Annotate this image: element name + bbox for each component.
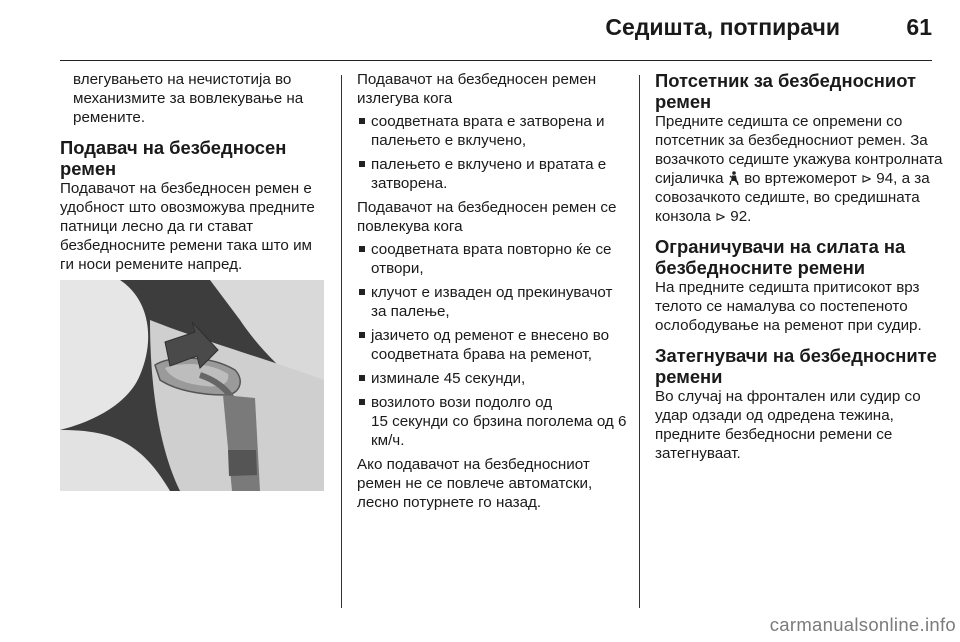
belt-reminder-text-part-2: во вртежомерот [744, 170, 857, 187]
heading-pretensioners: Затегнувачи на безбедносните ремени [655, 345, 937, 387]
list-item: палењето е вклучено и вратата е затворена. [357, 155, 632, 193]
header-divider [60, 60, 932, 61]
belt-reminder-text-part-1: Предните седишта се опремени со потсетник за безбедносниот ремен. За возачкото седиште укажува контролната сијаличка [655, 113, 943, 187]
page-reference-link[interactable]: 92 [730, 208, 748, 225]
seat-belt-illustration-svg [60, 280, 324, 491]
list-item-continuation: 15 секунди со брзина поголема од 6 км/ч. [371, 413, 627, 449]
intro-text: влегувањето на нечистотија во механизмите за вовлекување на ремените. [73, 71, 304, 126]
force-limiters-text: На предните седишта притисокот врз телото се намалува со постепеното ослободување на ременот при судир. [655, 279, 922, 334]
column-1 [60, 70, 330, 278]
page-number: 61 [906, 14, 932, 40]
heading-belt-reminder: Потсетник за безбедносниот ремен [655, 70, 916, 112]
belt-feeder-text: Подавачот на безбедносен ремен е удобност што овозможува предните патници лесно да ги стават безбедносните ремени така што им ги носи ремените напред. [60, 180, 315, 273]
feeder-retracts-text: Подавачот на безбедносен ремен се повлекува кога [357, 199, 617, 235]
column-2 [357, 70, 632, 516]
extend-conditions-list [357, 112, 632, 193]
pretensioners-text: Во случај на фронтален или судир со удар одзади од одредена тежина, предните безбедносни ремени се затегнуваат. [655, 388, 921, 462]
page-reference-icon: ⊳ [715, 209, 727, 224]
list-item: соодветната врата повторно ќе се отвори, [357, 240, 632, 278]
list-item [357, 393, 632, 450]
retract-conditions-list [357, 240, 632, 450]
belt-reminder-text [655, 112, 945, 226]
manual-push-text: Ако подавачот на безбедносниот ремен не се повлече автоматски, лесно потурнете го назад. [357, 456, 593, 511]
heading-force-limiters: Ограничувачи на силата на безбедносните ремени [655, 236, 906, 278]
feeder-extends-text: Подавачот на безбедносен ремен излегува кога [357, 71, 597, 107]
list-item: клучот е извaден од прекинувачот за палење, [357, 283, 632, 321]
list-item-text: возилото вози подолго од [371, 394, 553, 411]
heading-belt-feeder: Подавач на безбедносен ремен [60, 137, 287, 179]
page-reference-icon: ⊳ [861, 171, 873, 186]
list-item: јазичето од ременот е внесено во соодветната брава на ременот, [357, 326, 632, 364]
list-item: изминале 45 секунди, [357, 369, 632, 388]
column-divider-1 [341, 75, 342, 608]
watermark: carmanualsonline.info [769, 614, 956, 635]
belt-reminder-text-part-3: , а за совозачкото седиште, во средишната конзола [655, 170, 930, 225]
page-reference-link[interactable]: 94 [876, 170, 894, 187]
column-divider-2 [639, 75, 640, 608]
column-3 [655, 70, 945, 467]
list-item: соодветната врата е затворена и палењето е вклучено, [357, 112, 632, 150]
seat-belt-feeder-illustration [60, 280, 324, 491]
seatbelt-warning-icon [728, 171, 740, 185]
belt-reminder-text-end: . [747, 208, 752, 225]
page-title: Седишта, потпирачи [605, 14, 840, 40]
